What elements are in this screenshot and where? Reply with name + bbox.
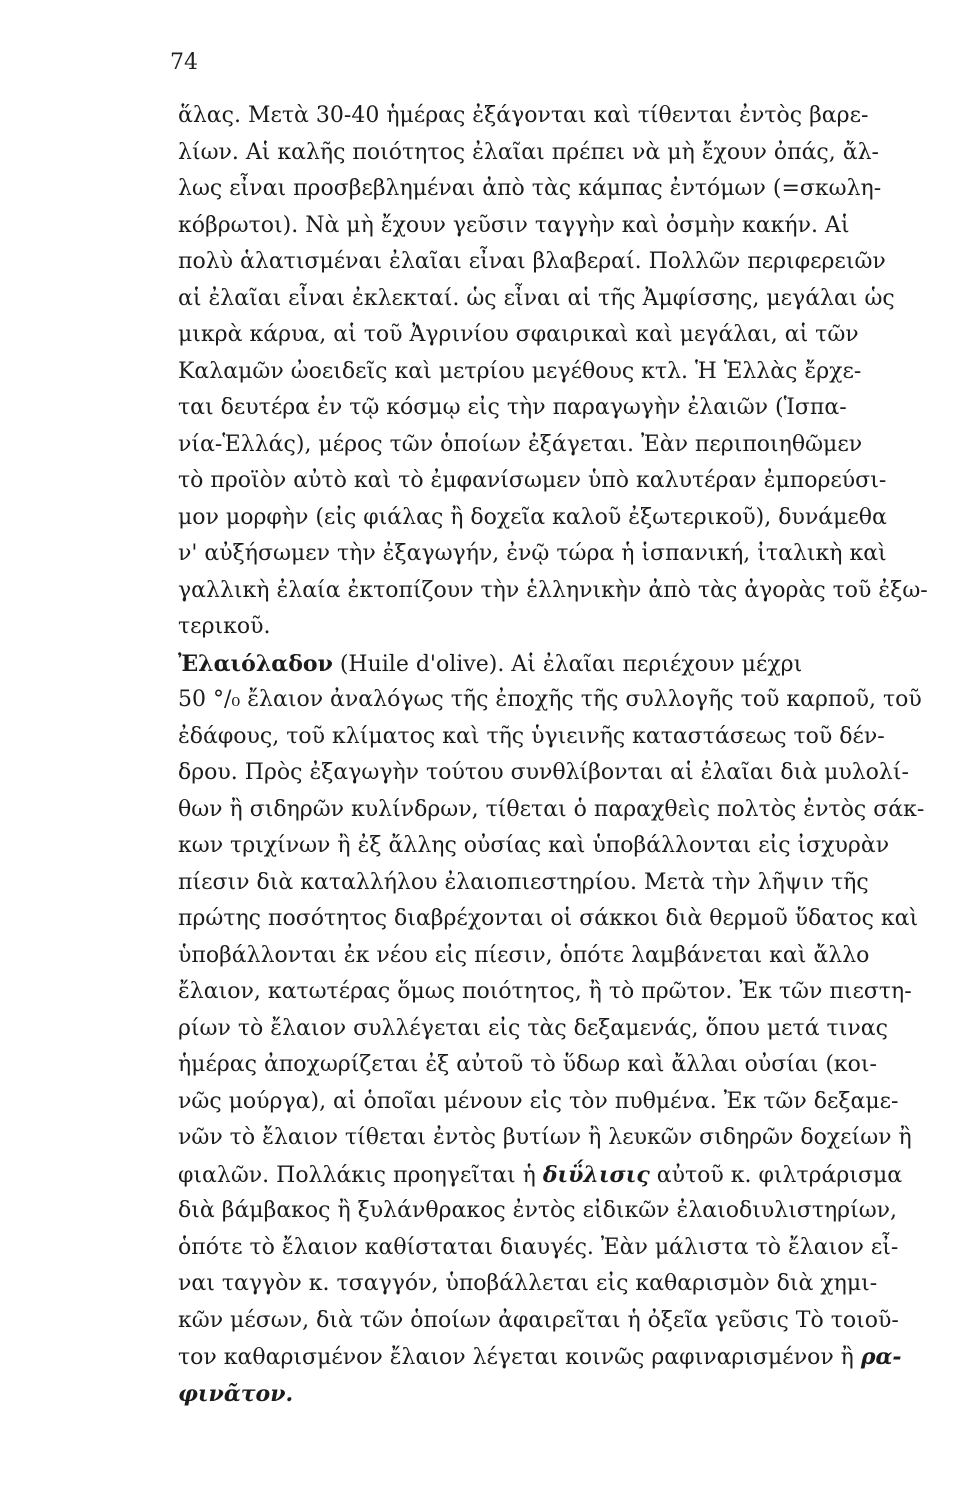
text-line: ἔλαιον, κατωτέρας ὅμως ποιότητος, ἢ τὸ πρῶτον. Ἐκ τῶν πιεστη- xyxy=(178,979,912,1004)
body-text xyxy=(178,98,940,1412)
text-line: 50 °/₀ ἔλαιον ἀναλόγως τῆς ἐποχῆς τῆς συλλογῆς τοῦ καρποῦ, τοῦ xyxy=(178,687,922,712)
text-line: λίων. Αἱ καλῆς ποιότητος ἐλαῖαι πρέπει νὰ μὴ ἔχουν ὀπάς, ἄλ- xyxy=(178,139,879,165)
text-line: θων ἢ σιδηρῶν κυλίνδρων, τίθεται ὁ παραχθεὶς πολτὸς ἐντὸς σάκ- xyxy=(178,796,925,822)
text-line: δρου. Πρὸς ἐξαγωγὴν τούτου συνθλίβονται αἱ ἐλαῖαι διὰ μυλολί- xyxy=(178,760,909,785)
text-line: ναι ταγγὸν κ. τσαγγόν, ὑποβάλλεται εἰς καθαρισμὸν διὰ χημι- xyxy=(178,1271,878,1296)
emphasis-term: φινᾶτον. xyxy=(178,1380,294,1407)
text-line: νῶν τὸ ἔλαιον τίθεται ἐντὸς βυτίων ἢ λευκῶν σιδηρῶν δοχείων ἢ xyxy=(178,1125,912,1150)
text-line: αἱ ἐλαῖαι εἶναι ἐκλεκταί. ὡς εἶναι αἱ τῆς Ἀμφίσσης, μεγάλαι ὡς xyxy=(178,285,895,311)
text-line: ὑποβάλλονται ἐκ νέου εἰς πίεσιν, ὁπότε λαμβάνεται καὶ ἄλλο xyxy=(178,942,870,968)
text-line: πρώτης ποσότητος διαβρέχονται οἱ σάκκοι διὰ θερμοῦ ὕδατος καὶ xyxy=(178,906,919,931)
text-line: ἅλας. Μετὰ 30-40 ἡμέρας ἐξάγονται καὶ τίθενται ἐντὸς βαρε- xyxy=(178,103,869,128)
text-line: διὰ βάμβακος ἢ ξυλάνθρακος ἐντὸς εἰδικῶν ἐλαιοδιυλιστηρίων, xyxy=(178,1198,898,1223)
text-line: νῶς μούργα), αἱ ὁποῖαι μένουν εἰς τὸν πυθμένα. Ἐκ τῶν δεξαμε- xyxy=(178,1088,899,1114)
emphasis-term: ρα- xyxy=(860,1344,902,1370)
text-line: ἐδάφους, τοῦ κλίματος καὶ τῆς ὑγιεινῆς καταστάσεως τοῦ δέν- xyxy=(178,723,885,749)
text-line: ν' αὐξήσωμεν τὴν ἐξαγωγήν, ἐνῷ τώρα ἡ ἱσπανική, ἰταλικὴ καὶ xyxy=(178,541,887,566)
text-line: γαλλικὴ ἐλαία ἐκτοπίζουν τὴν ἑλληνικὴν ἀπὸ τὰς ἀγορὰς τοῦ ἐξω- xyxy=(178,577,928,603)
text-line xyxy=(178,1339,940,1376)
text-line: ρίων τὸ ἔλαιον συλλέγεται εἰς τὰς δεξαμενάς, ὅπου μετά τινας xyxy=(178,1015,888,1041)
page-number: 74 xyxy=(170,50,198,75)
text-segment: τον καθαρισμένον ἔλαιον λέγεται κοινῶς ραφιναρισμένον ἢ xyxy=(178,1345,861,1370)
text-line: λως εἶναι προσβεβλημέναι ἀπὸ τὰς κάμπας ἐντόμων (=σκωλη- xyxy=(178,176,882,201)
text-line: μον μορφὴν (εἰς φιάλας ἢ δοχεῖα καλοῦ ἐξωτερικοῦ), δυνάμεθα xyxy=(178,504,887,530)
text-line: κόβρωτοι). Νὰ μὴ ἔχουν γεῦσιν ταγγὴν καὶ ὀσμὴν κακήν. Αἱ xyxy=(178,212,850,238)
heading-text: (Huile d'olive). Αἱ ἐλαῖαι περιέχουν μέχρι xyxy=(332,651,803,677)
text-line: ἡμέρας ἀποχωρίζεται ἐξ αὐτοῦ τὸ ὕδωρ καὶ ἄλλαι οὐσίαι (κοι- xyxy=(178,1052,877,1077)
text-line: Καλαμῶν ὠοειδεῖς καὶ μετρίου μεγέθους κτλ. Ἡ Ἑλλὰς ἔρχε- xyxy=(178,358,862,384)
section-heading: Ἐλαιόλαδον xyxy=(178,650,333,677)
text-line: τερικοῦ. xyxy=(178,614,271,639)
text-segment: φιαλῶν. Πολλάκις προηγεῖται ἡ xyxy=(178,1162,543,1188)
text-line: ται δευτέρα ἐν τῷ κόσμῳ εἰς τὴν παραγωγὴν ἐλαιῶν (Ἱσπα- xyxy=(178,395,847,420)
text-line xyxy=(178,1157,940,1194)
section-heading-line xyxy=(178,646,940,683)
text-line: ὁπότε τὸ ἔλαιον καθίσταται διαυγές. Ἐὰν μάλιστα τὸ ἔλαιον εἶ- xyxy=(178,1234,899,1260)
text-segment: αὐτοῦ κ. φιλτράρισμα xyxy=(649,1162,903,1188)
text-line: νία-Ἑλλάς), μέρος τῶν ὁποίων ἐξάγεται. Ἐὰν περιποιηθῶμεν xyxy=(178,431,863,457)
text-line: πολὺ ἁλατισμέναι ἐλαῖαι εἶναι βλαβεραί. Πολλῶν περιφερειῶν xyxy=(178,249,886,274)
text-line: πίεσιν διὰ καταλλήλου ἐλαιοπιεστηρίου. Μετὰ τὴν λῆψιν τῆς xyxy=(178,869,869,895)
text-line: μικρὰ κάρυα, αἱ τοῦ Ἀγρινίου σφαιρικαὶ καὶ μεγάλαι, αἱ τῶν xyxy=(178,322,859,347)
text-line: κῶν μέσων, διὰ τῶν ὁποίων ἀφαιρεῖται ἡ ὀξεῖα γεῦσις Τὸ τοιοῦ- xyxy=(178,1307,899,1333)
text-line: τὸ προϊὸν αὐτὸ καὶ τὸ ἐμφανίσωμεν ὑπὸ καλυτέραν ἐμπορεύσι- xyxy=(178,468,887,493)
text-line: κων τριχίνων ἢ ἐξ ἄλλης οὐσίας καὶ ὑποβάλλονται εἰς ἰσχυρὰν xyxy=(178,833,890,858)
emphasis-term: διΰλισις xyxy=(542,1161,650,1188)
